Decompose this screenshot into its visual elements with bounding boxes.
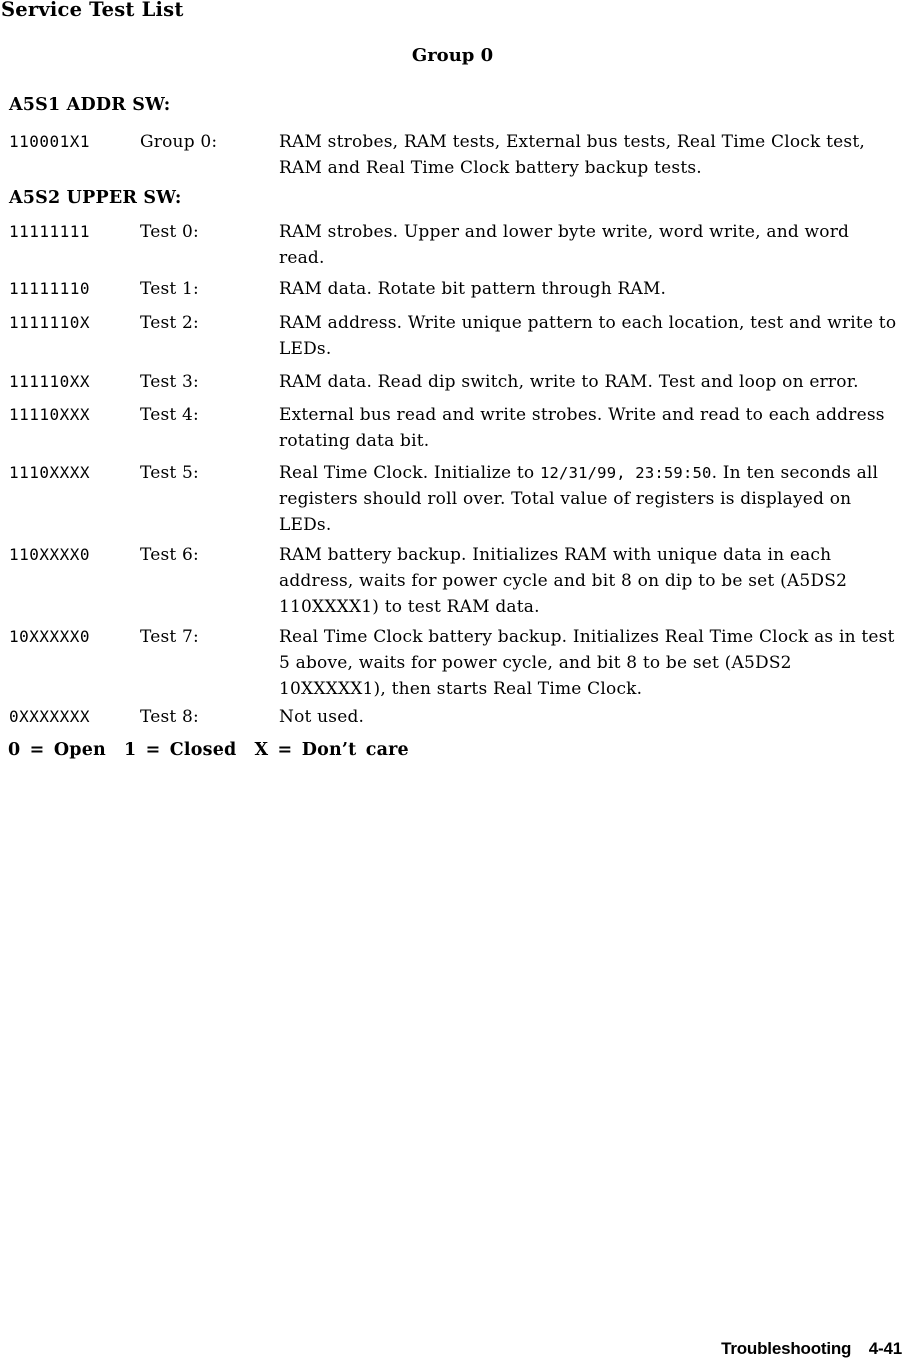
switch-code: 1110XXXX (9, 463, 91, 482)
test-row (0, 624, 905, 702)
test-label: Test 2: (140, 313, 199, 333)
test-row (0, 542, 905, 620)
test-row (0, 369, 905, 395)
test-label: Test 4: (140, 405, 199, 425)
test-label: Test 8: (140, 707, 199, 727)
legend-item-open: 0 = Open (8, 740, 106, 760)
test-row (0, 402, 905, 454)
page-footer (721, 1339, 902, 1359)
page-title: Service Test List (1, 0, 184, 21)
switch-code: 10XXXXX0 (9, 627, 91, 646)
switch-code: 11111111 (9, 222, 91, 241)
test-label: Test 3: (140, 372, 199, 392)
test-description: RAM address. Write unique pattern to each location, test and write to LEDs. (279, 313, 897, 359)
test-description: External bus read and write strobes. Write and read to each address rotating data bit. (279, 405, 885, 451)
test-description: RAM strobes, RAM tests, External bus tests, Real Time Clock test, RAM and Real Time Clock battery backup tests. (279, 132, 865, 178)
test-row (0, 310, 905, 362)
legend-item-closed: 1 = Closed (123, 740, 237, 760)
section-heading-a5s1: A5S1 ADDR SW: (9, 95, 171, 115)
footer-chapter-label: Troubleshooting (721, 1339, 852, 1358)
test-description: Real Time Clock battery backup. Initializes Real Time Clock as in test 5 above, waits for power cycle, and bit 8 to be set (A5DS2 10XXXXX1), then starts Real Time Clock. (279, 627, 895, 699)
test-row (0, 276, 905, 302)
test-description: Not used. (279, 707, 365, 727)
test-label: Group 0: (140, 132, 218, 152)
switch-code: 110XXXX0 (9, 545, 91, 564)
switch-code: 0XXXXXXX (9, 707, 91, 726)
test-row (0, 704, 905, 730)
switch-code: 1111110X (9, 313, 91, 332)
description-part: . In ten seconds all registers should roll over. Total value of registers is displayed on LEDs. (279, 463, 879, 535)
test-label: Test 6: (140, 545, 199, 565)
test-description (279, 460, 899, 538)
switch-code: 11111110 (9, 279, 91, 298)
test-description: RAM battery backup. Initializes RAM with unique data in each address, waits for power cycle and bit 8 on dip to be set (A5DS2 110XXXX1) to test RAM data. (279, 545, 848, 617)
switch-code: 11110XXX (9, 405, 91, 424)
test-row (0, 460, 905, 538)
test-label: Test 7: (140, 627, 199, 647)
test-label: Test 5: (140, 463, 199, 483)
switch-legend (0, 738, 905, 762)
test-row (0, 219, 905, 271)
test-description: RAM data. Read dip switch, write to RAM. Test and loop on error. (279, 372, 859, 392)
test-description: RAM data. Rotate bit pattern through RAM. (279, 279, 667, 299)
test-label: Test 0: (140, 222, 199, 242)
footer-page-number: 4-41 (868, 1339, 902, 1358)
group-heading: Group 0 (411, 45, 494, 66)
section-heading-a5s2: A5S2 UPPER SW: (9, 188, 182, 208)
description-part: 12/31/99, 23:59:50 (539, 464, 712, 482)
description-part: Real Time Clock. Initialize to (279, 463, 540, 483)
test-description: RAM strobes. Upper and lower byte write, word write, and word read. (279, 222, 850, 268)
test-label: Test 1: (140, 279, 199, 299)
legend-item-dont-care: X = Don’t care (254, 740, 409, 760)
switch-code: 110001X1 (9, 132, 91, 151)
switch-code: 111110XX (9, 372, 91, 391)
test-row (0, 129, 905, 181)
